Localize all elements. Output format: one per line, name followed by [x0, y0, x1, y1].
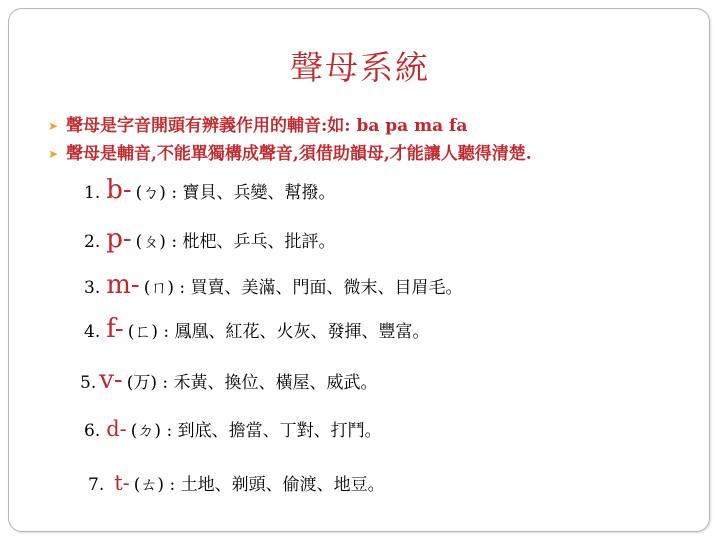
item-number: 2. — [84, 232, 101, 252]
item-consonant: m- — [106, 270, 140, 300]
slide-title: 聲母系統 — [290, 48, 430, 87]
bullet-line-2 — [48, 139, 532, 164]
item-examples: (ㄉ) : 到底、擔當、丁對、打鬥。 — [130, 421, 382, 441]
item-examples: (ㄈ) : 鳳凰、紅花、火灰、發揮、豐富。 — [127, 322, 430, 342]
item-examples: (万) : 禾黃、換位、橫屋、威武。 — [126, 373, 378, 393]
item-examples: (ㄇ) : 買賣、美滿、門面、微末、目眉毛。 — [143, 278, 463, 298]
consonant-item-b — [84, 175, 335, 205]
item-number: 7. — [88, 475, 105, 495]
bullet-text: 聲母是字音開頭有辨義作用的輔音:如: ba pa ma fa — [66, 116, 468, 136]
item-number: 5. — [80, 373, 97, 393]
consonant-item-f — [84, 314, 430, 344]
consonant-item-v — [80, 365, 378, 395]
item-number: 1. — [84, 183, 101, 203]
item-examples: (ㄆ) : 枇杷、乒乓、批評。 — [135, 232, 336, 252]
item-consonant: f- — [106, 314, 124, 344]
bullet-text: 聲母是輔音,不能單獨構成聲音,須借助韻母,才能讓人聽得清楚. — [66, 144, 532, 164]
consonant-item-t — [88, 470, 385, 495]
item-consonant: b- — [106, 175, 132, 205]
consonant-item-d — [84, 416, 382, 441]
bullet-line-1 — [48, 111, 467, 136]
consonant-item-p — [84, 224, 335, 254]
item-number: 6. — [84, 421, 101, 441]
consonant-item-m — [84, 270, 463, 300]
item-number: 3. — [84, 278, 101, 298]
item-number: 4. — [84, 322, 101, 342]
bullet-marker-icon: ➤ — [48, 118, 59, 133]
item-consonant: d- — [106, 417, 127, 441]
item-examples: (ㄅ) : 寶貝、兵變、幫撥。 — [135, 183, 336, 203]
bullet-marker-icon: ➤ — [48, 146, 59, 161]
item-examples: (ㄊ) : 土地、剃頭、偷渡、地豆。 — [133, 475, 385, 495]
item-consonant: t- — [114, 471, 130, 495]
item-consonant: v- — [99, 365, 123, 395]
item-consonant: p- — [106, 224, 132, 254]
